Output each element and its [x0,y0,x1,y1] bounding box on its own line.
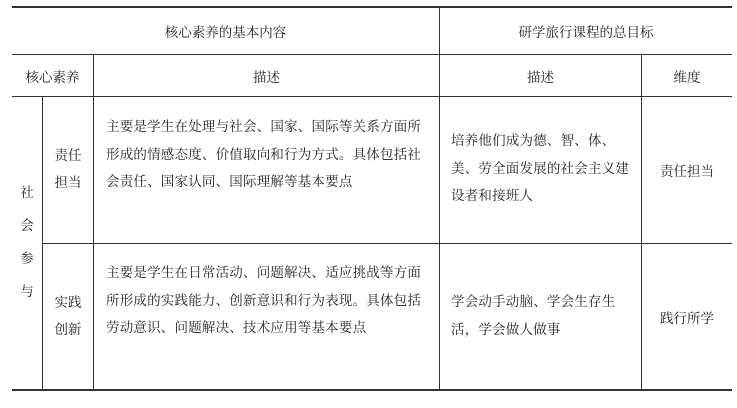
header-bottom-rule [12,96,732,97]
table-bottom-rule [12,389,732,391]
literacy-label: 实践创新 [54,294,82,338]
literacy-practice-innovation [43,244,93,389]
header-core-content: 核心素养的基本内容 [164,24,287,41]
header-dimension: 维度 [673,69,701,86]
literacy-label: 责任担当 [54,148,82,191]
dimension-responsibility: 责任担当 [660,164,714,180]
row-divider-rule [42,243,732,244]
header-description-left: 描述 [253,69,280,86]
dimension-practice-innovation: 践行所学 [660,310,714,327]
header-description-right: 描述 [527,69,554,86]
header-course-goals: 研学旅行课程的总目标 [518,24,654,41]
goal-practice-innovation: 学会动手动脑、学会生存生活，学会做人做事 [451,294,616,338]
goal-responsibility: 培养他们成为德、智、体、美、劳全面发展的社会主义建设者和接班人 [451,133,630,204]
category-social-participation [12,97,42,389]
literacy-responsibility [43,97,93,243]
description-practice-innovation: 主要是学生在日常活动、问题解决、适应挑战等方面所形成的实践能力、创新意识和行为表现。具体包括劳动意识、问题解决、技术应用等基本要点 [106,265,422,336]
header-core-literacy: 核心素养 [25,69,80,86]
description-responsibility: 主要是学生在处理与社会、国家、国际等关系方面所形成的情感态度、价值取向和行为方式。具体包括社会责任、国家认同、国际理解等基本要点 [106,119,422,190]
category-label: 社会参与 [20,185,34,300]
